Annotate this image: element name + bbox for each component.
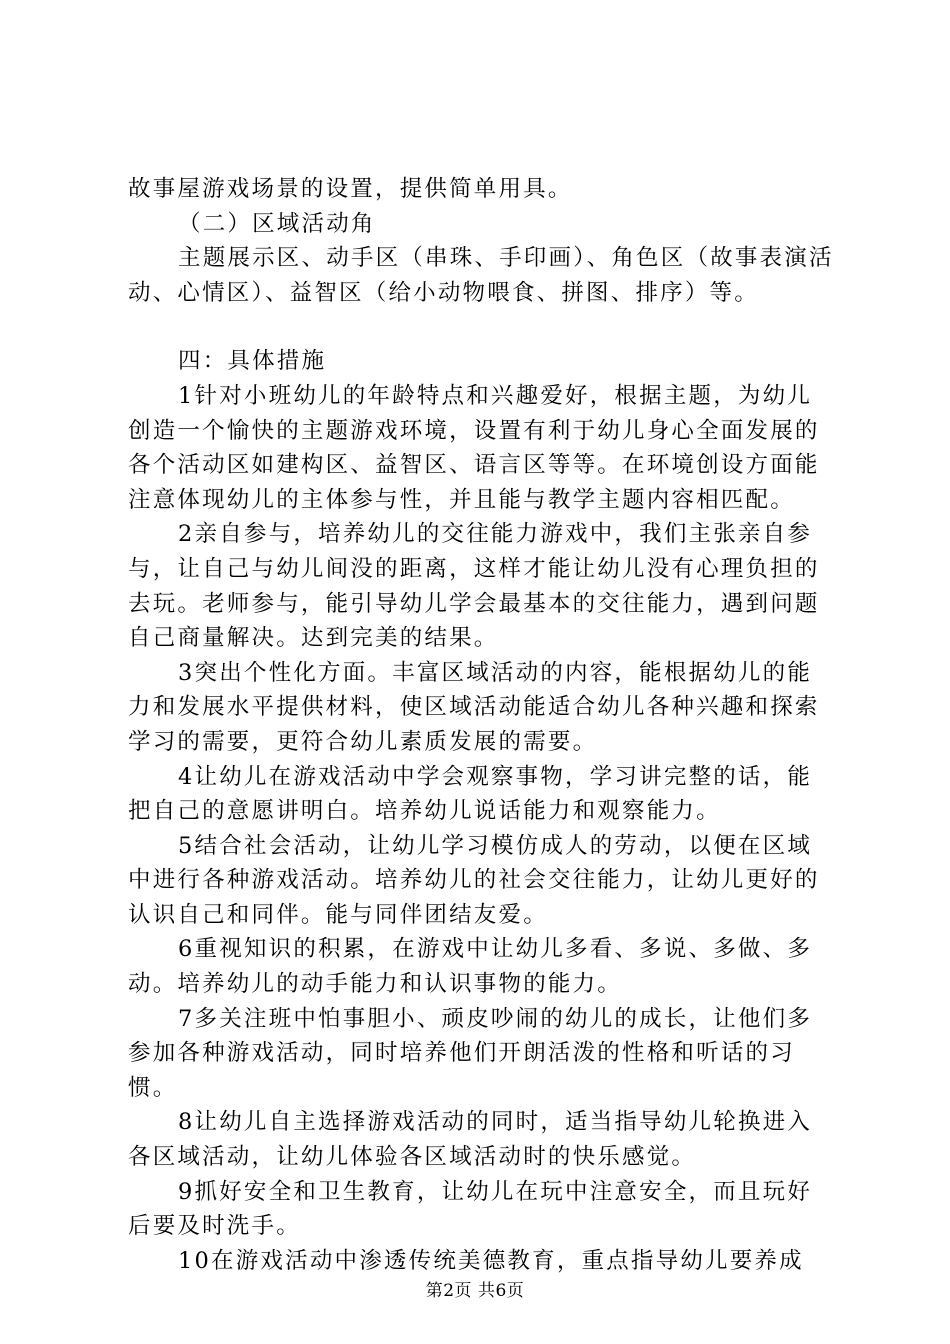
paragraph-area-list: 主题展示区、动手区（串珠、手印画）、角色区（故事表演活动、心情区）、益智区（给小动物喂食、拼图、排序）等。 <box>128 245 834 306</box>
measure-item-5: 5结合社会活动，让幼儿学习模仿成人的劳动，以便在区域中进行各种游戏活动。培养幼儿的社会交往能力，让幼儿更好的认识自己和同伴。能与同伴团结友爱。 <box>128 832 820 928</box>
measure-item-1: 1针对小班幼儿的年龄特点和兴趣爱好，根据主题，为幼儿创造一个愉快的主题游戏环境，设置有利于幼儿身心全面发展的各个活动区如建构区、益智区、语言区等等。在环境创设方面能注意体现幼儿的主体参与性，并且能与教学主题内容相匹配。 <box>128 382 820 513</box>
section-heading-measures: 四：具体措施 <box>178 348 327 375</box>
measure-item-3: 3突出个性化方面。丰富区域活动的内容，能根据幼儿的能力和发展水平提供材料，使区域活动能适合幼儿各种兴趣和探索学习的需要，更符合幼儿素质发展的需要。 <box>128 659 820 755</box>
page-footer: 第2页 共6页 <box>425 1281 525 1301</box>
measure-item-9: 9抓好安全和卫生教育，让幼儿在玩中注意安全，而且玩好后要及时洗手。 <box>128 1178 813 1240</box>
document-body <box>128 172 836 1278</box>
measure-item-2: 2亲自参与，培养幼儿的交往能力游戏中，我们主张亲自参与，让自己与幼儿间没的距离，这样才能让幼儿没有心理负担的去玩。老师参与，能引导幼儿学会最基本的交往能力，遇到问题自己商量解决。达到完美的结果。 <box>128 521 820 652</box>
measure-item-10: 10在游戏活动中渗透传统美德教育，重点指导幼儿要养成 <box>178 1247 804 1274</box>
paragraph-continuation: 故事屋游戏场景的设置，提供简单用具。 <box>128 176 573 202</box>
measure-item-8: 8让幼儿自主选择游戏活动的同时，适当指导幼儿轮换进入各区域活动，让幼儿体验各区域活动时的快乐感觉。 <box>128 1109 813 1171</box>
measure-item-6: 6重视知识的积累，在游戏中让幼儿多看、多说、多做、多动。培养幼儿的动手能力和认识事物的能力。 <box>128 936 813 998</box>
measure-item-7: 7多关注班中怕事胆小、顽皮吵闹的幼儿的成长，让他们多参加各种游戏活动，同时培养他们开朗活泼的性格和听话的习惯。 <box>128 1005 813 1101</box>
paragraph-gap <box>128 310 836 344</box>
section-heading-area-corners: （二）区域活动角 <box>178 210 376 237</box>
measure-item-4: 4让幼儿在游戏活动中学会观察事物，学习讲完整的话，能把自己的意愿讲明白。培养幼儿说话能力和观察能力。 <box>128 763 813 825</box>
